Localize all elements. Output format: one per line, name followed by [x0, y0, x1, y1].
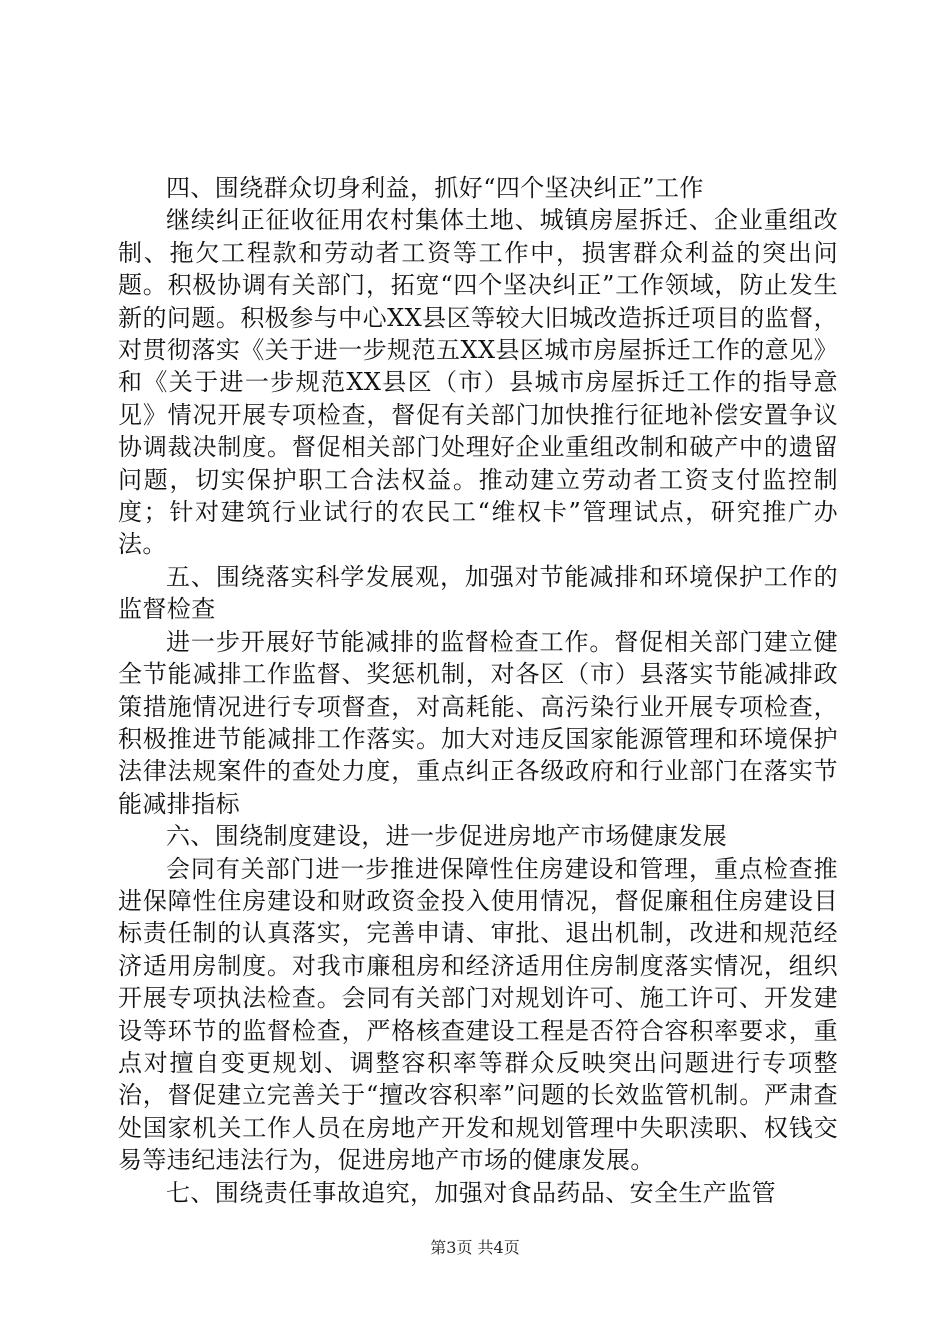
page-number-footer: 第3页 共4页	[430, 1238, 520, 1257]
heading-5: 五、围绕落实科学发展观，加强对节能减排和环境保护工作的监督检查	[118, 562, 838, 624]
heading-6: 六、围绕制度建设，进一步促进房地产市场健康发展	[166, 822, 728, 851]
heading-4: 四、围绕群众切身利益，抓好“四个坚决纠正”工作	[166, 174, 704, 202]
paragraph-4: 继续纠正征收征用农村集体土地、城镇房屋拆迁、企业重组改制、拖欠工程款和劳动者工资等工作中，损害群众利益的突出问题。积极协调有关部门，拓宽“四个坚决纠正”工作领域，防止发生新的问题。积极参与中心XX县区等较大旧城改造拆迁项目的监督，对贯彻落实《关于进一步规范五XX县区城市房屋拆迁工作的意见》和《关于进一步规范XX县区（市）县城市房屋拆迁工作的指导意见》情况开展专项检查，督促有关部门加快推行征地补偿安置争议协调裁决制度。督促相关部门处理好企业重组改制和破产中的遗留问题，切实保护职工合法权益。推动建立劳动者工资支付监控制度；针对建筑行业试行的农民工“维权卡”管理试点，研究推广办法。	[118, 206, 838, 559]
paragraph-5: 进一步开展好节能减排的监督检查工作。督促相关部门建立健全节能减排工作监督、奖惩机制，对各区（市）县落实节能减排政策措施情况进行专项督查，对高耗能、高污染行业开展专项检查，积极推进节能减排工作落实。加大对违反国家能源管理和环境保护法律法规案件的查处力度，重点纠正各级政府和行业部门在落实节能减排指标	[118, 627, 838, 818]
heading-7: 七、围绕责任事故追究，加强对食品药品、安全生产监管	[166, 1178, 776, 1207]
paragraph-6: 会同有关部门进一步推进保障性住房建设和管理，重点检查推进保障性住房建设和财政资金投入使用情况，督促廉租住房建设目标责任制的认真落实，完善申请、审批、退出机制，改进和规范经济适用房制度。对我市廉租房和经济适用住房制度落实情况，组织开展专项执法检查。会同有关部门对规划许可、施工许可、开发建设等环节的监督检查，严格核查建设工程是否符合容积率要求，重点对擅自变更规划、调整容积率等群众反映突出问题进行专项整治，督促建立完善关于“擅改容积率”问题的长效监管机制。严肃查处国家机关工作人员在房地产开发和规划管理中失职渎职、权钱交易等违纪违法行为，促进房地产市场的健康发展。	[118, 854, 838, 1175]
body-text	[118, 172, 838, 1209]
